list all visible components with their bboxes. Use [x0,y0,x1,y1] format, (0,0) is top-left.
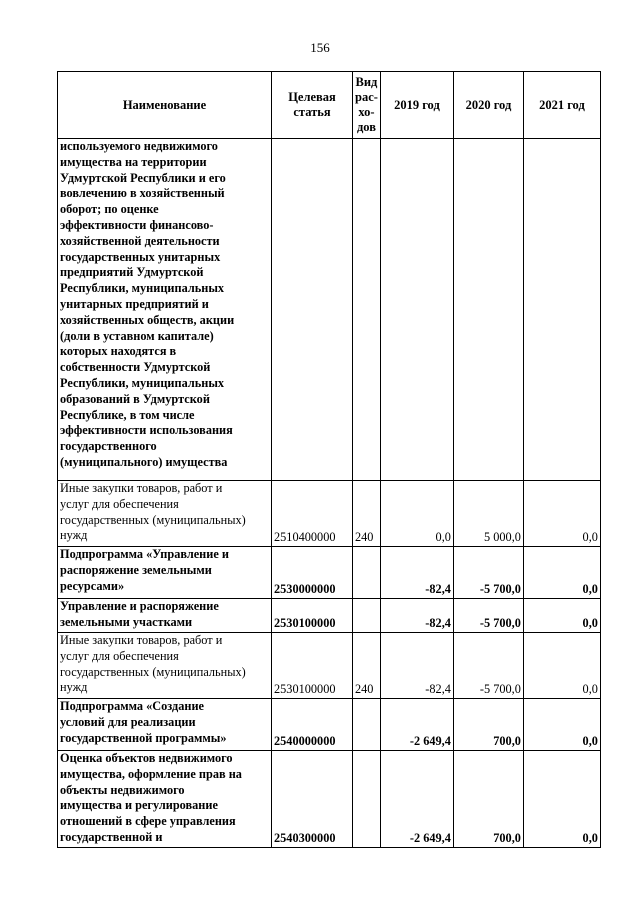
row-2020: 700,0 [453,699,523,751]
row-2021 [523,139,600,481]
header-name: Наименование [58,72,272,139]
row-name: Иные закупки товаров, работ и услуг для обеспечения государственных (муниципальных) нужд [58,481,272,547]
row-2021: 0,0 [523,633,600,699]
budget-table [57,71,601,848]
row-2020: -5 700,0 [453,599,523,633]
row-2021: 0,0 [523,547,600,599]
row-name: Подпрограмма «Управление и распоряжение земельными ресурсами» [58,547,272,599]
row-name: Оценка объектов недвижимого имущества, оформление прав на объекты недвижимого имущества и регулирование отношений в сфере управления государственной и [58,751,272,848]
row-2021: 0,0 [523,599,600,633]
row-code [272,139,353,481]
header-2020: 2020 год [453,72,523,139]
row-2020: -5 700,0 [453,633,523,699]
page-number: 156 [310,40,330,55]
row-2021: 0,0 [523,699,600,751]
row-expense-type [353,699,381,751]
row-name: Управление и распоряжение земельными участками [58,599,272,633]
row-expense-type [353,599,381,633]
table-row [58,481,601,547]
header-2021: 2021 год [523,72,600,139]
table-row [58,699,601,751]
row-2020: 700,0 [453,751,523,848]
row-expense-type: 240 [353,481,381,547]
row-code: 2540000000 [272,699,353,751]
row-2019: -82,4 [380,633,453,699]
table-row [58,633,601,699]
row-2020: 5 000,0 [453,481,523,547]
row-2020 [453,139,523,481]
row-2019: -2 649,4 [380,699,453,751]
row-2021: 0,0 [523,481,600,547]
row-2019: 0,0 [380,481,453,547]
header-target: Целевая статья [272,72,353,139]
row-name: Подпрограмма «Создание условий для реализации государственной программы» [58,699,272,751]
table-row [58,751,601,848]
row-name: используемого недвижимого имущества на территории Удмуртской Республики и его вовлечению в хозяйственный оборот; по оценке эффективности финансово- хозяйственной деятельности государственных унитарных предприятий Удмуртской Республики, муниципальных унитарных предприятий и хозяйственных обществ, акции (доли в уставном капитале) которых находятся в собственности Удмуртской Республики, муниципальных образований в Удмуртской Республике, в том числе эффективности использования государственного (муниципального) имущества [58,139,272,481]
row-code: 2510400000 [272,481,353,547]
row-2019: -82,4 [380,547,453,599]
row-name: Иные закупки товаров, работ и услуг для обеспечения государственных (муниципальных) нужд [58,633,272,699]
row-2019: -2 649,4 [380,751,453,848]
row-expense-type [353,547,381,599]
header-expense-type: Вид рас- хо- дов [353,72,381,139]
row-code: 2530100000 [272,633,353,699]
row-2020: -5 700,0 [453,547,523,599]
row-code: 2540300000 [272,751,353,848]
row-2021: 0,0 [523,751,600,848]
header-2019: 2019 год [380,72,453,139]
header-row [58,72,601,139]
table-row [58,139,601,481]
row-code: 2530100000 [272,599,353,633]
row-2019 [380,139,453,481]
table-row [58,599,601,633]
row-2019: -82,4 [380,599,453,633]
row-expense-type [353,751,381,848]
row-code: 2530000000 [272,547,353,599]
row-expense-type [353,139,381,481]
row-expense-type: 240 [353,633,381,699]
table-row [58,547,601,599]
